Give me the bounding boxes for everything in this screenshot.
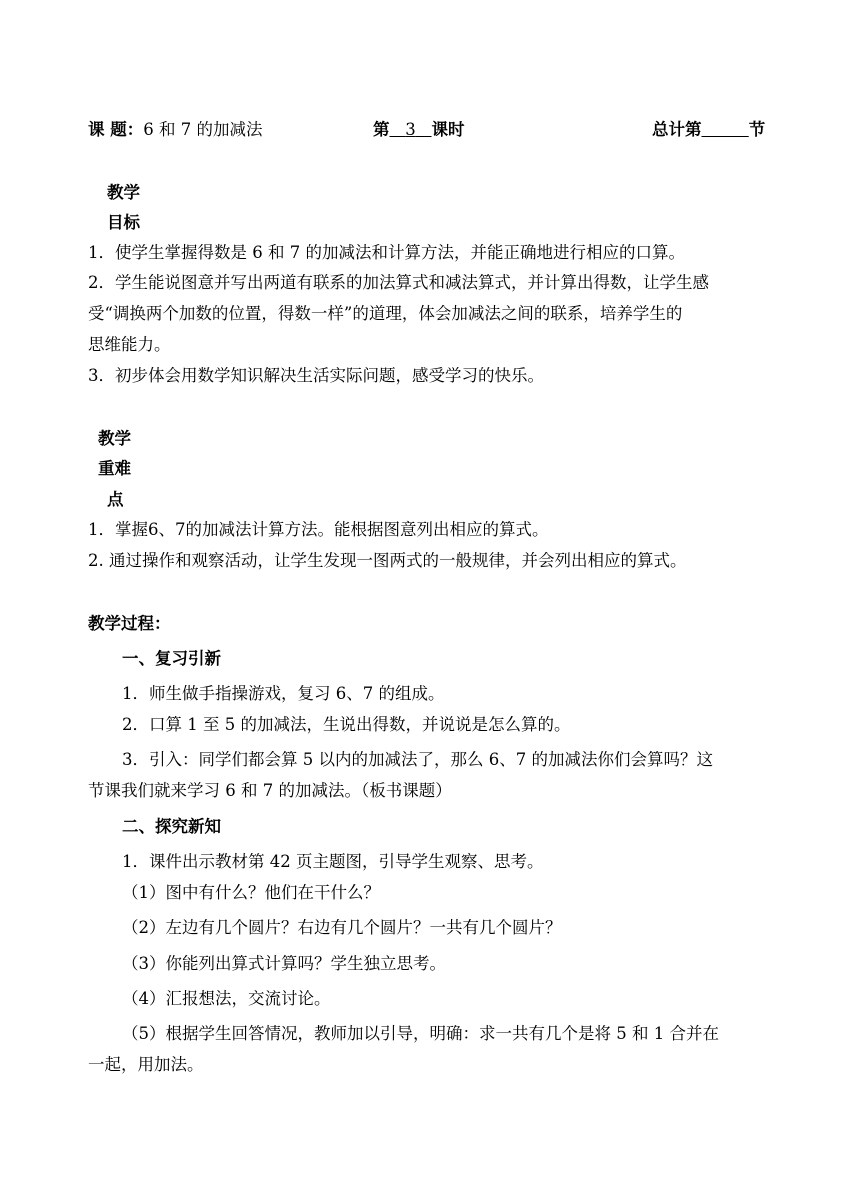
section1-item: 节课我们就来学习 6 和 7 的加减法。（板书课题）: [88, 781, 452, 800]
keypoint-item: 1．掌握6、7的加减法计算方法。能根据图意列出相应的算式。: [88, 520, 549, 539]
lesson-prefix: 第: [373, 120, 390, 139]
section1-item: 3．引入：同学们都会算 5 以内的加减法了，那么 6、7 的加减法你们会算吗？这: [122, 750, 713, 769]
keypoint-item: 2. 通过操作和观察活动，让学生发现一图两式的一般规律，并会列出相应的算式。: [88, 551, 687, 570]
section2-item: 1．课件出示教材第 42 页主题图，引导学生观察、思考。: [122, 852, 544, 871]
objectives-heading-1: 教学: [107, 183, 140, 202]
objective-item: 1．使学生掌握得数是 6 和 7 的加减法和计算方法，并能正确地进行相应的口算。: [88, 243, 685, 262]
section2-item: （4）汇报想法，交流讨论。: [122, 989, 331, 1008]
topic-line: [88, 118, 262, 142]
process-heading: 教学过程：: [88, 614, 171, 633]
total-line: [652, 118, 765, 142]
objective-item: 2．学生能说图意并写出两道有联系的加法算式和减法算式，并计算出得数，让学生感: [88, 273, 709, 292]
section1-item: 2．口算 1 至 5 的加减法，生说出得数，并说说是怎么算的。: [122, 715, 571, 734]
lesson-number: 3: [405, 120, 416, 139]
keypoints-heading-2: 重难: [98, 459, 131, 478]
total-blank: [702, 120, 749, 139]
objectives-heading-2: 目标: [107, 213, 140, 232]
section2-item: （2）左边有几个圆片？右边有几个圆片？一共有几个圆片？: [122, 918, 562, 937]
section2-item: （3）你能列出算式计算吗？学生独立思考。: [122, 954, 446, 973]
section1-title: 一、复习引新: [122, 649, 221, 668]
objective-item: 思维能力。: [88, 335, 171, 354]
lesson-number-blank: [390, 120, 432, 139]
lesson-suffix: 课时: [431, 120, 465, 139]
topic-label: 课 题：: [88, 120, 144, 139]
total-prefix: 总计第: [652, 120, 702, 139]
section2-title: 二、探究新知: [122, 817, 221, 836]
section2-item: （5）根据学生回答情况，教师加以引导，明确：求一共有几个是将 5 和 1 合并在: [122, 1024, 719, 1043]
keypoints-heading-3: 点: [107, 490, 124, 509]
objective-item: 3．初步体会用数学知识解决生活实际问题，感受学习的快乐。: [88, 366, 544, 385]
topic-value: 6 和 7 的加减法: [143, 120, 263, 139]
section2-item: （1）图中有什么？他们在干什么？: [122, 883, 380, 902]
lesson-number-line: [373, 118, 465, 142]
section1-item: 1．师生做手指操游戏，复习 6、7 的组成。: [122, 684, 445, 703]
objective-item: 受“调换两个加数的位置，得数一样”的道理，体会加减法之间的联系，培养学生的: [88, 304, 683, 323]
keypoints-heading-1: 教学: [98, 429, 131, 448]
total-suffix: 节: [748, 120, 766, 139]
section2-item: 一起，用加法。: [88, 1055, 204, 1074]
